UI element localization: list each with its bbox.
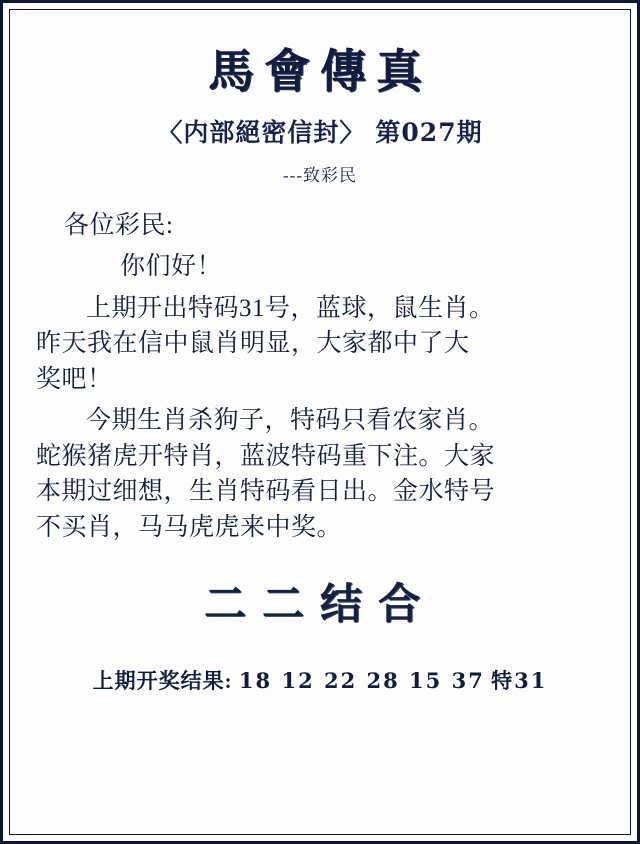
issue-number: 第027期	[375, 117, 483, 147]
dedication-line: ---致彩民	[283, 165, 357, 185]
salutation: 各位彩民:	[64, 211, 174, 239]
paragraph-line-1: 上期开出特码31号，蓝球，鼠生肖。	[86, 294, 495, 322]
subtitle-line	[36, 113, 604, 149]
document-inner-border	[9, 9, 631, 835]
slogan: 二二结合	[203, 579, 436, 629]
previous-draw-special: 特31	[491, 668, 548, 694]
previous-draw-result	[36, 665, 604, 695]
paragraph-line-4: 今期生肖杀狗子，特码只看农家肖。	[86, 407, 495, 435]
previous-draw-numbers: 18 12 22 28 15 37	[238, 668, 485, 694]
previous-draw-label: 上期开奖结果:	[92, 669, 233, 694]
page-title: 馬會傳真	[208, 44, 432, 98]
secret-envelope-label: 〈内部絕密信封〉	[157, 119, 366, 147]
paragraph-line-7: 不买肖，马马虎虎来中奖。	[36, 513, 343, 541]
paragraph-line-6: 本期过细想，生肖特码看日出。金水特号	[36, 478, 496, 506]
paragraph-line-5: 蛇猴猪虎开特肖，蓝波特码重下注。大家	[36, 442, 496, 470]
letter-body	[36, 208, 604, 546]
paragraph-line-2: 昨天我在信中鼠肖明显，大家都中了大	[36, 330, 470, 358]
greeting: 你们好！	[120, 253, 223, 281]
paragraph-line-3: 奖吧！	[36, 365, 113, 393]
